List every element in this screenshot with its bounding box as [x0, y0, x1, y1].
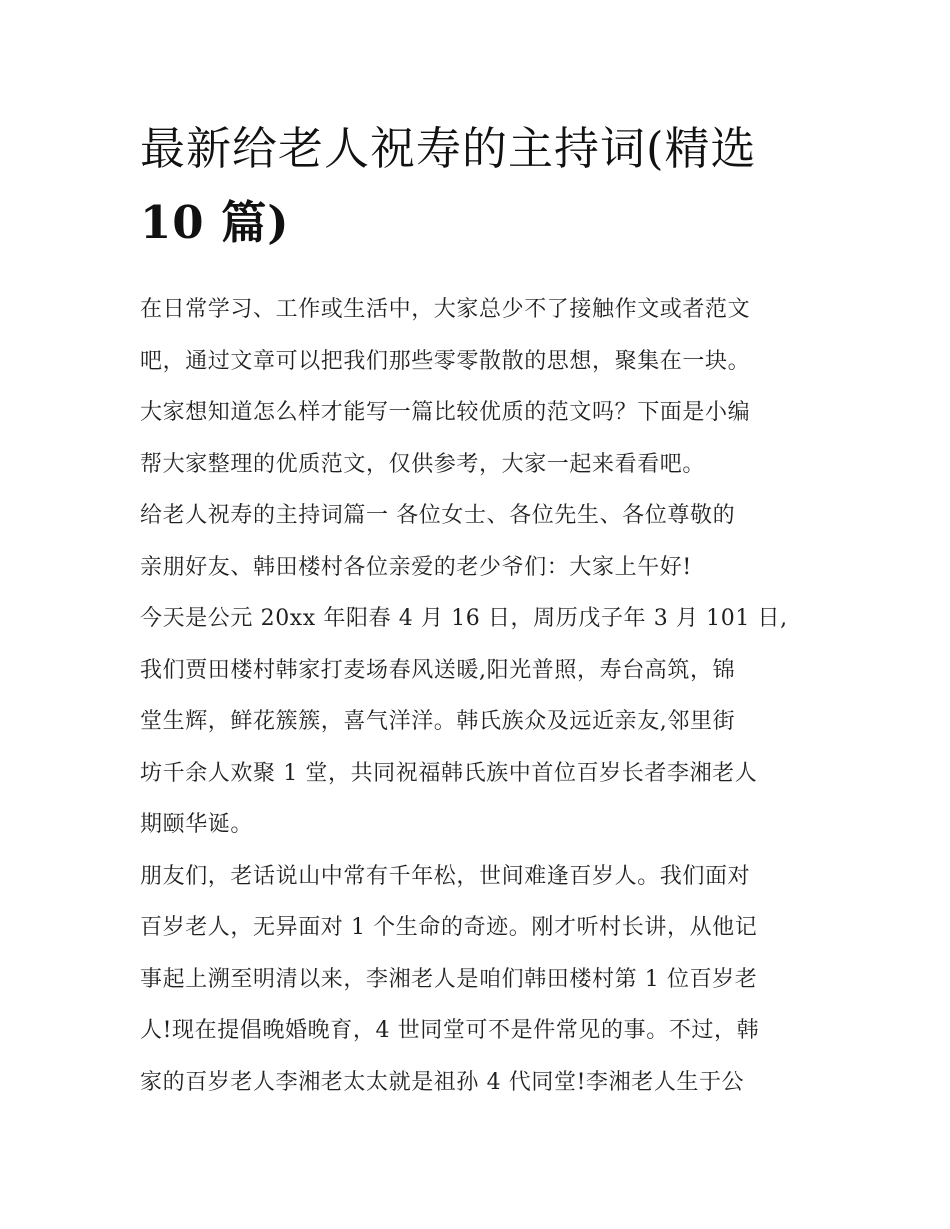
text-line: 家的百岁老人李湘老太太就是祖孙 4 代同堂!李湘老人生于公 — [140, 1069, 745, 1095]
text-line: 大家想知道怎么样才能写一篇比较优质的范文吗？下面是小编 — [140, 400, 751, 425]
text-line: 堂生辉，鲜花簇簇，喜气洋洋。韩氏族众及远近亲友,邻里街 — [140, 709, 736, 734]
title-line-2: 10 篇) — [140, 196, 290, 249]
text-line: 吧，通过文章可以把我们那些零零散散的思想，聚集在一块。 — [140, 348, 751, 374]
title-line-1: 最新给老人祝寿的主持词(精选 — [140, 122, 757, 175]
paragraph-greeting — [140, 490, 812, 593]
text-line: 给老人祝寿的主持词篇一 各位女士、各位先生、各位尊敬的 — [140, 503, 736, 528]
text-line: 在日常学习、工作或生活中，大家总少不了接触作文或者范文 — [140, 297, 751, 322]
paragraph-date — [140, 593, 812, 851]
document-body — [140, 284, 812, 1108]
text-line: 帮大家整理的优质范文，仅供参考，大家一起来看看吧。 — [140, 451, 706, 477]
text-line: 百岁老人，无异面对 1 个生命的奇迹。刚才听村长讲，从他记 — [140, 915, 758, 940]
text-line: 亲朋好友、韩田楼村各位亲爱的老少爷们：大家上午好! — [140, 554, 692, 580]
paragraph-friends — [140, 851, 812, 1109]
text-line: 我们贾田楼村韩家打麦场春风送暖,阳光普照，寿台高筑，锦 — [140, 657, 736, 683]
text-line: 期颐华诞。 — [140, 812, 254, 837]
text-line: 今天是公元 20xx 年阳春 4 月 16 日，周历戊子年 3 月 101 日, — [140, 606, 788, 631]
text-line: 朋友们，老话说山中常有千年松，世间难逢百岁人。我们面对 — [140, 863, 751, 889]
text-line: 人!现在提倡晚婚晚育，4 世同堂可不是件常见的事。不过，韩 — [140, 1018, 760, 1043]
paragraph-intro — [140, 284, 812, 490]
text-line: 坊千余人欢聚 1 堂，共同祝福韩氏族中首位百岁长者李湘老人 — [140, 760, 758, 786]
document-title — [140, 112, 812, 260]
text-line: 事起上溯至明清以来，李湘老人是咱们韩田楼村第 1 位百岁老 — [140, 966, 758, 992]
document-content — [140, 112, 812, 1108]
